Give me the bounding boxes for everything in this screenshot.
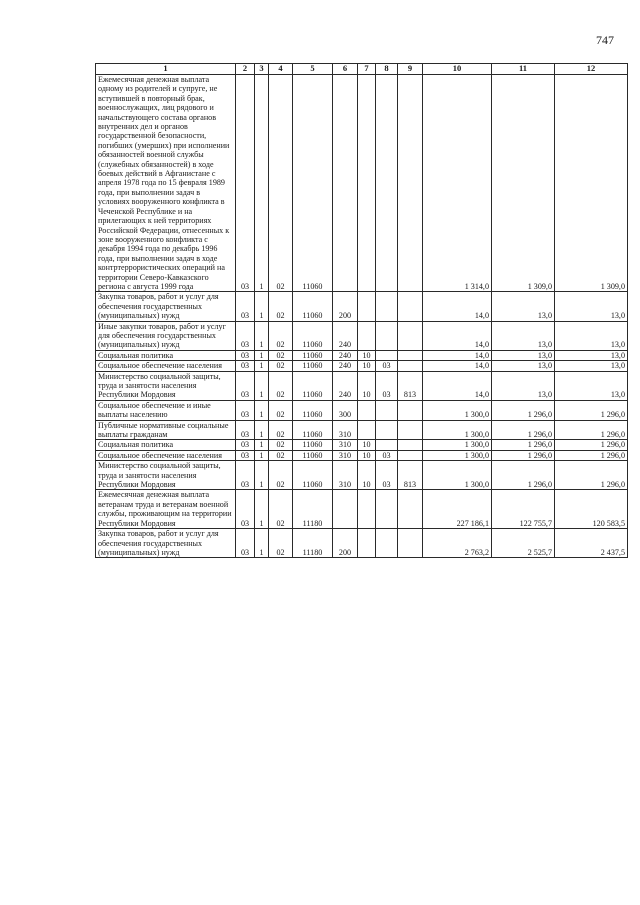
cell-c6: 200 (333, 529, 358, 558)
cell-v11: 122 755,7 (492, 490, 555, 529)
cell-c6: 300 (333, 400, 358, 420)
column-header-6: 6 (333, 64, 358, 75)
cell-c3: 1 (255, 490, 269, 529)
cell-v12: 1 296,0 (555, 461, 628, 490)
cell-c7 (358, 529, 376, 558)
cell-c3: 1 (255, 371, 269, 400)
cell-c9: 813 (398, 371, 423, 400)
cell-c8 (376, 400, 398, 420)
cell-v12: 13,0 (555, 321, 628, 350)
row-name-cell: Социальная политика (96, 350, 236, 360)
column-header-3: 3 (255, 64, 269, 75)
cell-c7: 10 (358, 350, 376, 360)
cell-v12: 13,0 (555, 371, 628, 400)
column-header-12: 12 (555, 64, 628, 75)
table-row (96, 361, 628, 371)
cell-c9 (398, 361, 423, 371)
cell-c5: 11060 (293, 361, 333, 371)
table-body (96, 75, 628, 558)
cell-v12: 1 296,0 (555, 400, 628, 420)
cell-c3: 1 (255, 420, 269, 440)
cell-c6: 310 (333, 420, 358, 440)
row-name-cell: Публичные нормативные социальные выплаты гражданам (96, 420, 236, 440)
cell-c6 (333, 75, 358, 292)
column-header-7: 7 (358, 64, 376, 75)
cell-c6 (333, 490, 358, 529)
cell-c9 (398, 321, 423, 350)
cell-c6: 240 (333, 361, 358, 371)
cell-c2: 03 (236, 321, 255, 350)
table-row (96, 420, 628, 440)
cell-c5: 11060 (293, 292, 333, 321)
cell-c4: 02 (269, 490, 293, 529)
row-name-cell: Закупка товаров, работ и услуг для обеспечения государственных (муниципальных) нужд (96, 292, 236, 321)
cell-c9 (398, 529, 423, 558)
cell-v12: 120 583,5 (555, 490, 628, 529)
cell-c2: 03 (236, 529, 255, 558)
cell-c9 (398, 420, 423, 440)
cell-v10: 1 300,0 (423, 400, 492, 420)
column-header-8: 8 (376, 64, 398, 75)
cell-c7: 10 (358, 361, 376, 371)
cell-c5: 11060 (293, 350, 333, 360)
cell-c7 (358, 75, 376, 292)
cell-c8: 03 (376, 371, 398, 400)
cell-c9 (398, 75, 423, 292)
row-name-cell: Закупка товаров, работ и услуг для обеспечения государственных (муниципальных) нужд (96, 529, 236, 558)
cell-v12: 1 296,0 (555, 440, 628, 450)
cell-v11: 13,0 (492, 361, 555, 371)
cell-c5: 11060 (293, 450, 333, 460)
cell-c9 (398, 292, 423, 321)
cell-c3: 1 (255, 450, 269, 460)
table-row (96, 529, 628, 558)
cell-c9: 813 (398, 461, 423, 490)
cell-c3: 1 (255, 350, 269, 360)
column-header-5: 5 (293, 64, 333, 75)
cell-v10: 1 300,0 (423, 420, 492, 440)
table-row (96, 450, 628, 460)
cell-v11: 2 525,7 (492, 529, 555, 558)
cell-v10: 227 186,1 (423, 490, 492, 529)
cell-v11: 13,0 (492, 292, 555, 321)
table-row (96, 400, 628, 420)
row-name-cell: Социальная политика (96, 440, 236, 450)
cell-c9 (398, 350, 423, 360)
cell-c5: 11180 (293, 529, 333, 558)
cell-c4: 02 (269, 461, 293, 490)
cell-c4: 02 (269, 440, 293, 450)
cell-c3: 1 (255, 529, 269, 558)
cell-c3: 1 (255, 321, 269, 350)
cell-c2: 03 (236, 400, 255, 420)
cell-c4: 02 (269, 321, 293, 350)
cell-c2: 03 (236, 461, 255, 490)
table-row (96, 461, 628, 490)
column-header-11: 11 (492, 64, 555, 75)
cell-c8 (376, 321, 398, 350)
cell-v11: 1 296,0 (492, 450, 555, 460)
cell-c3: 1 (255, 292, 269, 321)
table-row (96, 292, 628, 321)
cell-c8: 03 (376, 461, 398, 490)
cell-c5: 11060 (293, 371, 333, 400)
cell-c3: 1 (255, 440, 269, 450)
cell-v10: 14,0 (423, 361, 492, 371)
cell-v11: 13,0 (492, 321, 555, 350)
cell-c2: 03 (236, 361, 255, 371)
cell-c6: 240 (333, 350, 358, 360)
cell-c8: 03 (376, 450, 398, 460)
column-header-9: 9 (398, 64, 423, 75)
row-name-cell: Министерство социальной защиты, труда и занятости населения Республики Мордовия (96, 461, 236, 490)
cell-c6: 240 (333, 371, 358, 400)
cell-c2: 03 (236, 420, 255, 440)
row-name-cell: Ежемесячная денежная выплата одному из родителей и супруге, не вступившей в повторный брак, военнослужащих, лиц рядового и начальствующего состава органов внутренних дел и органов государственной безопасности, погибших (умерших) при исполнении обязанностей военной службы (служебных обязанностей) в ходе боевых действий в Афганистане с апреля 1978 года по 15 февраля 1989 года, при выполнении задач в условиях вооруженного конфликта в Чеченской Республике и на прилегающих к ней территориях Российской Федерации, отнесенных к зоне вооруженного конфликта с декабря 1994 года по декабрь 1996 года, при выполнении задач в ходе контртеррористических операций на территории Северо-Кавказского региона с августа 1999 года (96, 75, 236, 292)
cell-v11: 1 296,0 (492, 461, 555, 490)
cell-c7: 10 (358, 461, 376, 490)
cell-v10: 14,0 (423, 371, 492, 400)
cell-c2: 03 (236, 292, 255, 321)
cell-c2: 03 (236, 371, 255, 400)
cell-c4: 02 (269, 75, 293, 292)
cell-v11: 1 296,0 (492, 440, 555, 450)
cell-c5: 11060 (293, 321, 333, 350)
cell-c7 (358, 400, 376, 420)
cell-c7 (358, 490, 376, 529)
cell-v10: 1 300,0 (423, 461, 492, 490)
cell-c4: 02 (269, 529, 293, 558)
cell-c4: 02 (269, 292, 293, 321)
cell-c8 (376, 292, 398, 321)
row-name-cell: Социальное обеспечение и иные выплаты населению (96, 400, 236, 420)
cell-c7 (358, 420, 376, 440)
row-name-cell: Министерство социальной защиты, труда и занятости населения Республики Мордовия (96, 371, 236, 400)
budget-table (95, 63, 628, 558)
row-name-cell: Иные закупки товаров, работ и услуг для обеспечения государственных (муниципальных) нужд (96, 321, 236, 350)
table-row (96, 321, 628, 350)
cell-c4: 02 (269, 371, 293, 400)
cell-c6: 310 (333, 461, 358, 490)
cell-c2: 03 (236, 440, 255, 450)
row-name-cell: Социальное обеспечение населения (96, 361, 236, 371)
cell-c8: 03 (376, 361, 398, 371)
cell-c9 (398, 400, 423, 420)
cell-c9 (398, 450, 423, 460)
cell-v12: 13,0 (555, 350, 628, 360)
cell-v10: 14,0 (423, 350, 492, 360)
cell-c5: 11180 (293, 490, 333, 529)
cell-v10: 1 314,0 (423, 75, 492, 292)
cell-c3: 1 (255, 75, 269, 292)
cell-c4: 02 (269, 361, 293, 371)
column-header-4: 4 (269, 64, 293, 75)
cell-v11: 1 296,0 (492, 420, 555, 440)
cell-c2: 03 (236, 490, 255, 529)
table-row (96, 75, 628, 292)
cell-v12: 13,0 (555, 361, 628, 371)
cell-v10: 2 763,2 (423, 529, 492, 558)
page-number: 747 (596, 33, 614, 47)
cell-c7 (358, 292, 376, 321)
cell-c2: 03 (236, 350, 255, 360)
cell-c4: 02 (269, 400, 293, 420)
column-header-1: 1 (96, 64, 236, 75)
table-row (96, 371, 628, 400)
cell-c4: 02 (269, 450, 293, 460)
cell-c6: 200 (333, 292, 358, 321)
cell-v10: 1 300,0 (423, 450, 492, 460)
row-name-cell: Социальное обеспечение населения (96, 450, 236, 460)
cell-v12: 1 309,0 (555, 75, 628, 292)
cell-c8 (376, 440, 398, 450)
cell-c7: 10 (358, 450, 376, 460)
cell-v11: 13,0 (492, 350, 555, 360)
cell-v12: 1 296,0 (555, 420, 628, 440)
column-header-2: 2 (236, 64, 255, 75)
cell-c5: 11060 (293, 420, 333, 440)
column-header-10: 10 (423, 64, 492, 75)
cell-v10: 14,0 (423, 321, 492, 350)
cell-c4: 02 (269, 350, 293, 360)
cell-v12: 1 296,0 (555, 450, 628, 460)
table-row (96, 490, 628, 529)
cell-c6: 310 (333, 450, 358, 460)
cell-c2: 03 (236, 450, 255, 460)
cell-c7 (358, 321, 376, 350)
cell-v12: 2 437,5 (555, 529, 628, 558)
table-row (96, 350, 628, 360)
cell-c2: 03 (236, 75, 255, 292)
cell-c9 (398, 440, 423, 450)
cell-c7: 10 (358, 371, 376, 400)
cell-c5: 11060 (293, 75, 333, 292)
cell-v11: 1 296,0 (492, 400, 555, 420)
row-name-cell: Ежемесячная денежная выплата ветеранам труда и ветеранам военной службы, проживающим на территории Республики Мордовия (96, 490, 236, 529)
cell-c7: 10 (358, 440, 376, 450)
cell-v10: 1 300,0 (423, 440, 492, 450)
cell-c5: 11060 (293, 440, 333, 450)
cell-c9 (398, 490, 423, 529)
table-row (96, 440, 628, 450)
cell-c3: 1 (255, 400, 269, 420)
cell-c8 (376, 75, 398, 292)
cell-v12: 13,0 (555, 292, 628, 321)
cell-c3: 1 (255, 361, 269, 371)
cell-c8 (376, 490, 398, 529)
cell-v11: 1 309,0 (492, 75, 555, 292)
cell-c8 (376, 420, 398, 440)
cell-c8 (376, 529, 398, 558)
cell-c6: 240 (333, 321, 358, 350)
cell-c5: 11060 (293, 400, 333, 420)
header-row (96, 64, 628, 75)
cell-c3: 1 (255, 461, 269, 490)
cell-c6: 310 (333, 440, 358, 450)
cell-c5: 11060 (293, 461, 333, 490)
cell-c4: 02 (269, 420, 293, 440)
cell-c8 (376, 350, 398, 360)
cell-v11: 13,0 (492, 371, 555, 400)
cell-v10: 14,0 (423, 292, 492, 321)
